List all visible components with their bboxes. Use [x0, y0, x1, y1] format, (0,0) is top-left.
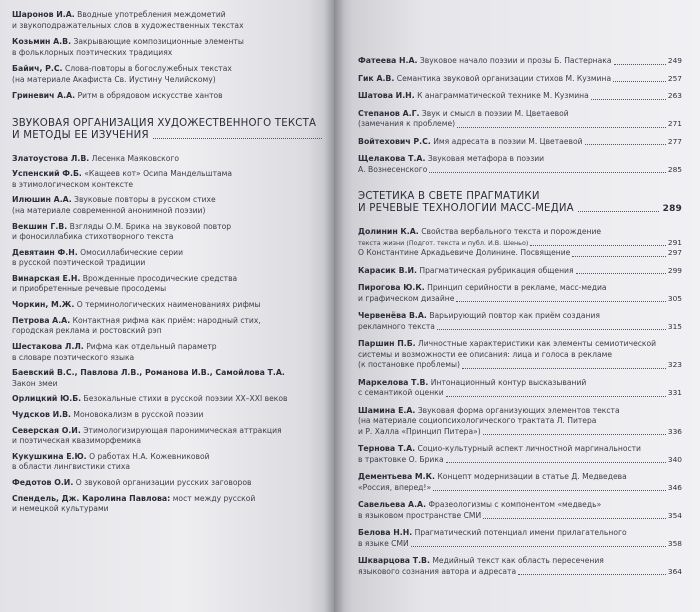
entry-author: Белова Н.Н. [358, 528, 413, 537]
leader-dots [530, 245, 666, 246]
entry-title: «Кащеев кот» Осипа Мандельштама [84, 169, 233, 179]
entry-continuation: А. Вознесенского [358, 164, 428, 174]
toc-entry [12, 169, 326, 190]
entry-continuation: (на материале Акафиста Св. Иустину Челийскому) [12, 74, 216, 84]
toc-entry [358, 56, 682, 67]
leader-dots [456, 301, 665, 302]
entry-author: Фатеева Н.А. [358, 56, 418, 65]
leader-dots [446, 462, 666, 463]
entry-continuation: текста жизни (Подгот. текста и публ. И.В. Шеньо) [358, 238, 529, 247]
leader-dots [518, 574, 666, 575]
leader-dots [429, 172, 665, 173]
entry-continuation: и Р. Халла «Принцип Питера») [358, 426, 481, 436]
entry-title: Варьирующий повтор как приём создания [429, 311, 600, 320]
entry-continuation: и фоносиллабика стихотворного текста [12, 232, 174, 242]
leader-dots [153, 138, 322, 139]
toc-entry [12, 64, 326, 85]
toc-entry [358, 266, 682, 277]
entry-author: Шкварцова Т.В. [358, 556, 430, 565]
entry-title: Рифма как отдельный параметр [86, 342, 217, 351]
entry-title: О работах Н.А. Кожевниковой [89, 451, 210, 461]
entry-title: Интонационный контур высказываний [430, 377, 587, 387]
leader-dots [591, 99, 666, 100]
entry-author: Девятаин Ф.Н. [12, 247, 78, 257]
toc-entry [358, 91, 682, 102]
leader-dots [483, 518, 666, 519]
toc-entry [12, 195, 326, 216]
leader-dots [483, 434, 666, 435]
toc-entry [12, 154, 326, 165]
right-page [334, 0, 700, 612]
entry-continuation: в фольклорных поэтических традициях [12, 47, 173, 57]
entry-continuation: (замечания к проблеме) [358, 119, 456, 128]
entry-author: Степанов А.Г. [358, 108, 420, 118]
toc-entry [358, 227, 682, 259]
left-top-entries [12, 10, 326, 102]
entry-title: Звуковое начало поэзии и прозы Б. Пастернака [419, 56, 612, 65]
toc-entry [12, 316, 326, 337]
entry-continuation: и приобретенные речевые просодемы [12, 284, 167, 294]
entry-continuation: (на материале современной анонимной поэзии) [12, 205, 206, 215]
entry-continuation: рекламного текста [358, 321, 435, 331]
page-number: 336 [667, 426, 682, 436]
entry-author: Златоустова Л.В. [12, 153, 90, 163]
entry-author: Войтехович Р.С. [358, 136, 431, 146]
entry-author: Северская О.И. [12, 425, 81, 435]
entry-continuation: в языковом пространстве СМИ [358, 510, 482, 520]
leader-dots [462, 368, 666, 369]
entry-title: Социо-культурный аспект личностной маргинальности [417, 444, 641, 453]
entry-author: Шатова И.Н. [358, 91, 415, 100]
toc-entry [358, 406, 682, 438]
entry-author: Орлицкий Ю.Б. [12, 394, 82, 404]
entry-title: Имя адресата в поэзии М. Цветаевой [433, 136, 583, 146]
page-number: 257 [667, 73, 682, 83]
page-number: 277 [667, 136, 682, 146]
entry-title: Свойства вербального текста и порождение [421, 227, 602, 236]
toc-entry [358, 154, 682, 175]
entry-continuation: в словаре поэтического языка [12, 352, 135, 362]
page-number: 289 [662, 204, 682, 214]
section-heading [358, 191, 682, 215]
entry-author: Пирогова Ю.К. [358, 283, 425, 292]
entry-title: Прагматическая рубрикация общения [419, 265, 574, 275]
entry-author: Тернова Т.А. [358, 444, 416, 453]
book-gutter-shadow [324, 0, 344, 612]
entry-title: Звук и смысл в поэзии М. Цветаевой [421, 108, 569, 118]
toc-entry [358, 311, 682, 332]
entry-author: Козьмин А.В. [12, 37, 72, 46]
toc-entry [12, 478, 326, 489]
page-number: 249 [667, 56, 682, 65]
leader-dots [433, 490, 666, 491]
section-heading-line: И МЕТОДЫ ЕЕ ИЗУЧЕНИЯ [12, 129, 149, 141]
toc-entry [358, 74, 682, 85]
leader-dots [457, 127, 666, 128]
entry-author: Гриневич А.А. [12, 91, 76, 100]
entry-author: Винарская Е.Н. [12, 273, 81, 283]
entry-author: Маркелова Т.В. [358, 377, 429, 387]
entry-author: Шамина Е.А. [358, 405, 416, 415]
entry-author: Баевский В.С., Павлова Л.В., Романова И.В., Самойлова Т.А. [12, 368, 285, 378]
entry-author: Паршин П.Б. [358, 339, 416, 348]
entry-author: Гик А.В. [358, 73, 395, 83]
toc-entry [12, 368, 326, 389]
entry-author: Чудсков И.В. [12, 410, 71, 420]
toc-entry [358, 444, 682, 465]
entry-continuation: в русской поэтической традиции [12, 258, 146, 268]
entry-author: Петрова А.А. [12, 315, 71, 325]
entry-title: Закрывающие композиционные элементы [73, 37, 244, 46]
page-number: 354 [667, 510, 682, 520]
entry-title: К анаграмматической технике М. Кузмина [417, 91, 589, 100]
entry-continuation: городская реклама и ростовский рэп [12, 326, 162, 336]
entry-title: О терминологических наименованиях рифмы [76, 300, 261, 310]
entry-title: Звуковая форма организующих элементов текста [417, 405, 620, 415]
entry-author: Векшин Г.В. [12, 221, 68, 231]
page-number: 331 [667, 388, 682, 397]
page-number: 364 [667, 566, 682, 576]
toc-entry [12, 37, 326, 58]
entry-author: Щелакова Т.А. [358, 154, 426, 163]
leader-dots [437, 329, 666, 330]
entry-title: Контактная рифма как приём: народный стих, [72, 315, 261, 325]
toc-entry [12, 426, 326, 447]
toc-entry [358, 283, 682, 304]
entry-continuation: языкового сознания автора и адресата [358, 566, 517, 576]
entry-title: Личностные характеристики как элементы семиотической [418, 339, 657, 348]
entry-continuation: Закон змеи [12, 378, 58, 388]
entry-author: Кукушкина Е.Ю. [12, 451, 87, 461]
page-number: 271 [667, 119, 682, 128]
entry-title: Ритм в обрядовом искусстве хантов [77, 91, 223, 100]
entry-continuation: О Константине Аркадьевиче Долинине. Посвящение [358, 248, 571, 257]
entry-title: Вводные употребления междометий [77, 10, 226, 19]
right-entries [358, 227, 682, 577]
leader-dots [585, 144, 666, 145]
toc-entry [12, 248, 326, 269]
entry-author: Дементьева М.К. [358, 472, 435, 481]
entry-title: Принцип серийности в рекламе, масс-медиа [427, 283, 607, 292]
toc-entry [12, 452, 326, 473]
entry-continuation: системы и возможности ее описания: лица и голоса в рекламе [358, 349, 613, 359]
leader-dots [614, 64, 666, 65]
entry-title: Моновокализм в русской поэзии [73, 410, 204, 420]
entry-title: О звуковой организации русских заговоров [75, 478, 252, 488]
entry-author: Чоркин, М.Ж. [12, 300, 75, 310]
entry-continuation: в области лингвистики стиха [12, 462, 130, 472]
toc-entry [12, 300, 326, 311]
entry-title: Омосиллабические серии [80, 247, 184, 257]
toc-entry [358, 109, 682, 130]
toc-entry [12, 10, 326, 31]
toc-entry [12, 222, 326, 243]
section-heading-line: И РЕЧЕВЫЕ ТЕХНОЛОГИИ МАСС-МЕДИА [358, 203, 574, 214]
entry-title: Семантика звуковой организации стихов М. Кузмина [396, 73, 612, 83]
entry-continuation: «Россия, вперед!» [358, 482, 432, 492]
section-heading [12, 118, 326, 142]
entry-continuation: и поэтическая квазиморфемика [12, 436, 141, 446]
right-top-entries [358, 56, 682, 175]
page-number: 297 [667, 248, 682, 257]
toc-entry [12, 91, 326, 102]
entry-author: Байич, Р.С. [12, 64, 63, 73]
entry-continuation: и графическом дизайне [358, 293, 455, 303]
page-number: 315 [667, 321, 682, 331]
toc-entry [12, 410, 326, 421]
entry-author: Федотов О.И. [12, 478, 74, 488]
entry-continuation: в этимологическом контексте [12, 179, 134, 189]
page-number: 340 [667, 454, 682, 464]
toc-entry [358, 528, 682, 549]
page-number: 358 [667, 538, 682, 548]
toc-entry [12, 494, 326, 515]
leader-dots [578, 211, 659, 212]
toc-entry [358, 556, 682, 577]
entry-author: Спендель, Дж. Каролина Павлова: [12, 493, 171, 503]
entry-title: Взгляды О.М. Брика на звуковой повтор [69, 221, 232, 231]
page-number: 299 [667, 265, 682, 275]
entry-title: Фразеологизмы с компонентом «медведь» [428, 500, 602, 509]
entry-title: Звуковая метафора в поэзии [427, 154, 545, 163]
entry-author: Червенёва В.А. [358, 311, 427, 320]
toc-entry [12, 342, 326, 363]
left-page [0, 0, 334, 612]
page-number: 305 [667, 293, 682, 303]
entry-continuation: с семантикой оценки [358, 388, 444, 397]
leader-dots [411, 546, 666, 547]
section-heading-line: ЗВУКОВАЯ ОРГАНИЗАЦИЯ ХУДОЖЕСТВЕННОГО ТЕКСТА [12, 117, 317, 129]
entry-author: Шаронов И.А. [12, 10, 75, 19]
entry-continuation: в трактовке О. Брика [358, 454, 444, 464]
page-number: 323 [667, 360, 682, 369]
entry-title: Лесенка Маяковского [91, 153, 180, 163]
entry-title: Врожденные просодические средства [82, 273, 238, 283]
entry-title: Этимологизирующая паронимическая аттракция [83, 425, 282, 435]
page-number: 285 [667, 164, 682, 174]
entry-continuation: и звукоподражательных слов в художественных текстах [12, 20, 244, 30]
entry-continuation: и немецкой культурами [12, 504, 109, 514]
leader-dots [446, 396, 666, 397]
toc-entry [12, 394, 326, 405]
entry-continuation: (на материале социопсихологического трактата Л. Питера [358, 416, 597, 425]
section-heading-line: ЭСТЕТИКА В СВЕТЕ ПРАГМАТИКИ [358, 191, 540, 202]
page-number: 346 [667, 482, 682, 492]
entry-author: Савельева А.А. [358, 500, 427, 509]
entry-title: Звуковые повторы в русском стихе [74, 195, 216, 205]
entry-author: Илюшин А.А. [12, 195, 72, 205]
left-entries [12, 154, 326, 515]
leader-dots [613, 81, 666, 82]
toc-entry [358, 378, 682, 399]
toc-entry [358, 137, 682, 148]
entry-author: Шестакова Л.Л. [12, 342, 84, 351]
toc-entry [12, 274, 326, 295]
entry-author: Карасик В.И. [358, 265, 417, 275]
leader-dots [572, 256, 666, 257]
toc-entry [358, 339, 682, 371]
entry-author: Успенский Ф.Б. [12, 169, 82, 179]
entry-title: Безокальные стихи в русской поэзии XX–XXI веков [83, 394, 288, 404]
toc-entry [358, 472, 682, 493]
entry-continuation: в языке СМИ [358, 538, 409, 548]
entry-title: мост между русской [172, 493, 256, 503]
page-number: 263 [667, 91, 682, 100]
entry-continuation: (к постановке проблемы) [358, 360, 460, 369]
leader-dots [576, 273, 666, 274]
entry-title: Слова-повторы в богослужебных текстах [64, 64, 232, 73]
page-number: 291 [667, 237, 682, 247]
entry-title: Медийный текст как область пересечения [432, 556, 604, 565]
entry-title: Концепт модернизации в статье Д. Медведева [437, 472, 627, 481]
entry-author: Долинин К.А. [358, 227, 419, 236]
entry-title: Прагматический потенциал имени прилагательного [414, 528, 627, 537]
toc-entry [358, 500, 682, 521]
